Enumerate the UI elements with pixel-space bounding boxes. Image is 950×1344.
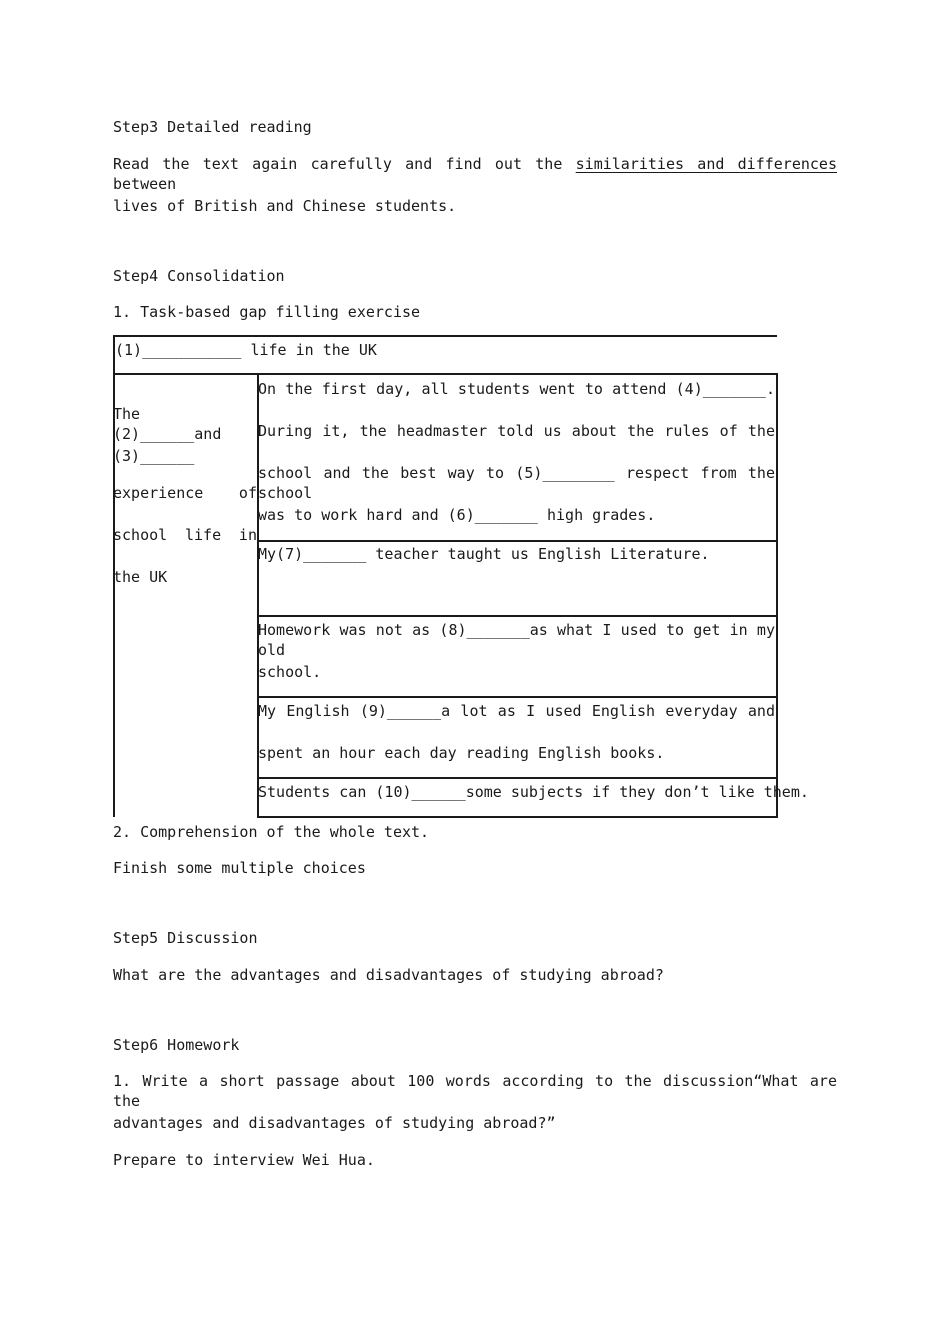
table-header-cell: (1)___________ life in the UK [115, 341, 377, 359]
row4-line2: spent an hour each day reading English books. [258, 744, 665, 762]
step3-heading: Step3 Detailed reading [113, 118, 312, 136]
step4-item2-sub: Finish some multiple choices [113, 859, 366, 877]
step3-instruction-line2: lives of British and Chinese students. [113, 197, 457, 215]
step3-text-a: Read the text again carefully and find out the [113, 155, 563, 173]
step5-question: What are the advantages and disadvantages of studying abroad? [113, 966, 664, 984]
similarities-differences-underlined: similarities and differences [575, 155, 837, 173]
step4-heading: Step4 Consolidation [113, 267, 285, 285]
row1-line3: school and the best way to (5)________ respect from the school [258, 464, 775, 502]
step6-heading: Step6 Homework [113, 1036, 240, 1054]
table-border-top [113, 335, 777, 337]
row2-divider [257, 615, 777, 617]
left-cell-line5: the UK [113, 568, 168, 586]
step6-item2: Prepare to interview Wei Hua. [113, 1151, 375, 1169]
left-cell-line2: (3)______ [113, 447, 195, 465]
left-cell-line1: The (2)______and [113, 405, 222, 443]
step4-item2: 2. Comprehension of the whole text. [113, 823, 430, 841]
step6-item1-line1: 1. Write a short passage about 100 words according to the discussion“What are the [113, 1072, 837, 1110]
step4-item1: 1. Task-based gap filling exercise [113, 303, 421, 321]
row1-divider [257, 540, 777, 542]
row1-line1: On the first day, all students went to attend (4)_______. [258, 380, 775, 398]
table-border-bottom [257, 816, 777, 818]
table-header-divider [113, 373, 777, 375]
step3-text-b: between [113, 175, 177, 193]
row4-line1: My English (9)______a lot as I used English everyday and [258, 702, 775, 720]
left-cell-line3: experience of [113, 484, 257, 502]
table-border-right [776, 373, 778, 818]
row3-divider [257, 696, 777, 698]
row1-line2: During it, the headmaster told us about the rules of the [258, 422, 775, 440]
row5-line1: Students can (10)______some subjects if they don’t like them. [258, 783, 809, 801]
row3-line1: Homework was not as (8)_______as what I used to get in my old [258, 621, 775, 659]
step3-instruction [113, 154, 837, 194]
left-cell-line4: school life in [113, 526, 257, 544]
row3-line2: school. [258, 663, 322, 681]
step6-item1-line2: advantages and disadvantages of studying abroad?” [113, 1114, 556, 1132]
row4-divider [257, 777, 777, 779]
row2-line1: My(7)_______ teacher taught us English Literature. [258, 545, 710, 563]
step5-heading: Step5 Discussion [113, 929, 258, 947]
row1-line4: was to work hard and (6)_______ high grades. [258, 506, 656, 524]
